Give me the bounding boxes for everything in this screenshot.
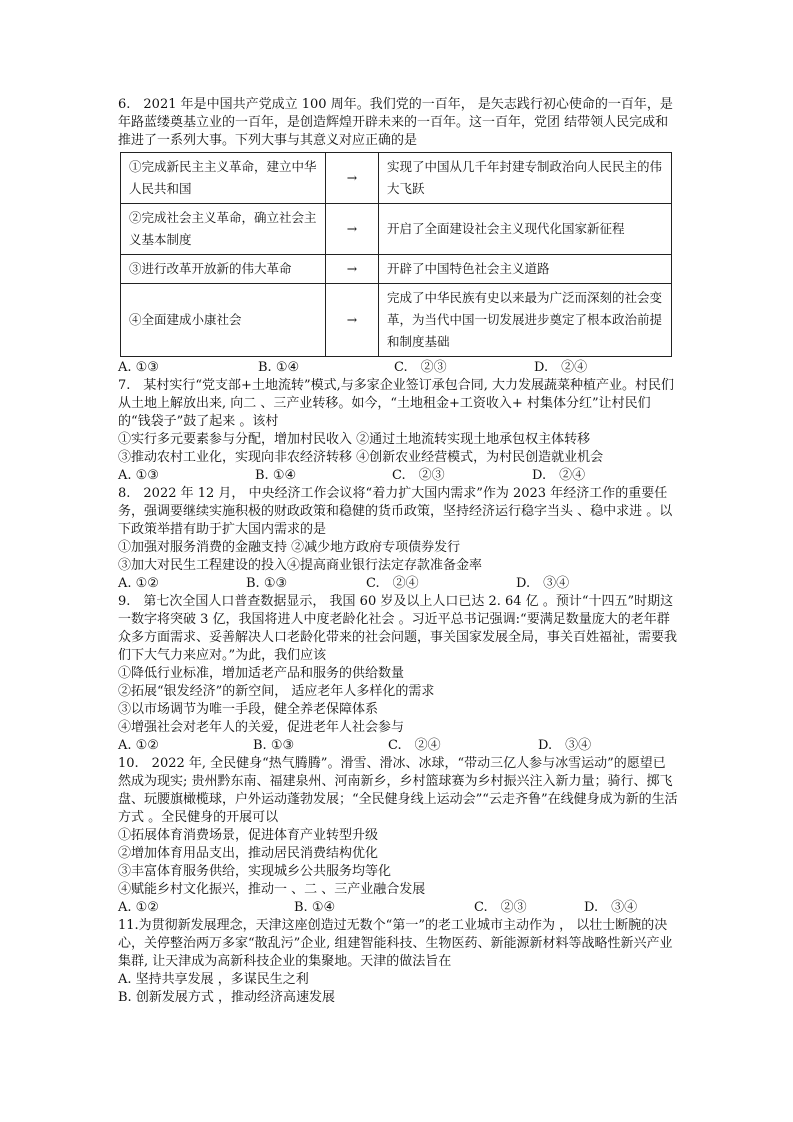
table-row [121,255,672,284]
exam-page [118,96,678,1007]
question-11-stem: 11.为贯彻新发展理念，天津这座创造过无数个“第一”的老工业城市主动作为 ， 以壮士断腕的决心，关停整治两万多家“散乱污”企业, 组建智能科技、生物医药、新能源新材料等战略性新兴产业集群, 让天津成为高新科技企业的集聚地。天津的做法旨在 [118,918,673,969]
statement-item: ①实行多元要素参与分配，增加村民收入 ②通过土地流转实现土地承包权主体转移 [118,432,591,447]
event-cell: ②完成社会主义革命，确立社会主义基本制度 [121,204,326,255]
meaning-cell: 实现了中国从几千年封建专制政治向人民民主的伟大飞跃 [379,153,672,204]
table-row [121,204,672,255]
option-b[interactable]: B. 创新发展方式 ，推动经济高速发展 [118,990,335,1005]
option-c[interactable]: C. ②③ [394,360,447,375]
option-c[interactable]: C. ②③ [392,468,445,483]
arrow-cell: → [326,255,379,284]
question-8-stem: 8. 2022 年 12 月， 中央经济工作会议将“着力扩大国内需求”作为 2023 年经济工作的重要任务，强调要继续实施积极的财政政策和稳健的货币政策，坚持经济运行稳字当头 、稳中求进 。以下政策举措有助于扩大国内需求的是 [118,486,673,537]
option-b[interactable]: B. ①④ [294,900,336,915]
question-8 [118,485,678,593]
statement-item: ④增强社会对老年人的关爱，促进老年人社会参与 [118,720,405,735]
arrow-cell: → [326,204,379,255]
question-10 [118,755,678,917]
statement-item: ③丰富体育服务供给，实现城乡公共服务均等化 [118,864,392,879]
question-6-options [118,359,678,377]
question-7-options [118,467,678,485]
option-b[interactable]: B. ①④ [255,468,297,483]
option-b[interactable]: B. ①④ [258,360,300,375]
event-cell: ①完成新民主主义革命，建立中华人民共和国 [121,153,326,204]
question-8-options [118,575,678,593]
option-a[interactable]: A. 坚持共享发展 ，多谋民生之利 [118,972,309,987]
statement-item: ③以市场调节为唯一手段，健全养老保障体系 [118,702,379,717]
meaning-cell: 开辟了中国特色社会主义道路 [379,255,672,284]
option-c[interactable]: C. ②④ [366,576,419,591]
statement-item: ③推动农村工业化，实现向非农经济转移 ④创新农业经营模式，为村民创造就业机会 [118,450,604,465]
table-row [121,153,672,204]
event-cell: ③进行改革开放新的伟大革命 [121,255,326,284]
option-d[interactable]: D. ②④ [534,360,588,375]
question-6 [118,96,678,377]
question-7 [118,377,678,485]
statement-item: ①加强对服务消费的金融支持 ②减少地方政府专项债券发行 [118,540,461,555]
option-a[interactable]: A. ①② [118,576,159,591]
question-9-stem: 9. 第七次全国人口普查数据显示， 我国 60 岁及以上人口已达 2. 64 亿 。预计“十四五”时期这一数字将突破 3 亿，我国将进人中度老龄化社会 。习近平总书记强调:“要满足数量庞大的老年群众多方面需求、妥善解决人口老龄化带来的社会问题，事关国家发展全局，事关百姓福祉，需要我们下大气力来应对。”为此，我们应该 [118,594,678,663]
statement-item: ③加大对民生工程建设的投入④提高商业银行法定存款准备金率 [118,558,483,573]
arrow-cell: → [326,153,379,204]
statement-item: ①降低行业标准，增加适老产品和服务的供给数量 [118,666,405,681]
meaning-cell: 完成了中华民族有史以来最为广泛而深刻的社会变革，为当代中国一切发展进步奠定了根本政治前提和制度基础 [379,284,672,357]
option-a[interactable]: A. ①③ [118,360,159,375]
statement-item: ②增加体育用品支出，推动居民消费结构优化 [118,846,379,861]
question-9 [118,593,678,755]
option-d[interactable]: D. ③④ [538,738,592,753]
option-c[interactable]: C. ②④ [388,738,441,753]
option-a[interactable]: A. ①③ [118,468,159,483]
option-d[interactable]: D. ③④ [516,576,570,591]
question-6-stem: 6. 2021 年是中国共产党成立 100 周年。我们党的一百年， 是矢志践行初心使命的一百年，是年路蓝缕奠基立业的一百年，是创造辉煌开辟未来的一百年。这一百年，党团 结带领人民完成和推进了一系列大事。下列大事与其意义对应正确的是 [118,97,673,148]
arrow-cell: → [326,284,379,357]
question-10-stem: 10. 2022 年, 全民健身“热气腾腾”。滑雪、滑冰、冰球，“带动三亿人参与冰雪运动”的愿望已然成为现实; 贵州黔东南、福建泉州、河南新乡，乡村篮球赛为乡村振兴注入新力量；骑行、掷飞盘、玩腰旗橄榄球，户外运动蓬勃发展；“全民健身线上运动会”“云走齐鲁”在线健身成为新的生活方式 。全民健身的开展可以 [118,756,678,825]
event-cell: ④全面建成小康社会 [121,284,326,357]
question-11 [118,917,678,1007]
statement-item: ①拓展体育消费场景，促进体育产业转型升级 [118,828,379,843]
question-6-table [120,152,672,357]
option-b[interactable]: B. ①③ [246,576,288,591]
option-c[interactable]: C. ②③ [474,900,527,915]
option-d[interactable]: D. ②④ [532,468,586,483]
option-b[interactable]: B. ①③ [253,738,295,753]
option-a[interactable]: A. ①② [118,738,159,753]
table-row [121,284,672,357]
statement-item: ④赋能乡村文化振兴，推动一 、二 、三产业融合发展 [118,882,426,897]
option-a[interactable]: A. ①② [118,900,159,915]
question-9-options [118,737,678,755]
question-10-options [118,899,678,917]
meaning-cell: 开启了全面建设社会主义现代化国家新征程 [379,204,672,255]
question-7-stem: 7. 某村实行“党支部+土地流转”模式,与多家企业签订承包合同, 大力发展蔬菜种植产业。村民们从土地上解放出来, 向二 、三产业转移。如今，“土地租金+工资收入+ 村集体分红”让村民们的“钱袋子”鼓了起来 。该村 [118,378,674,429]
statement-item: ②拓展“银发经济”的新空间， 适应老年人多样化的需求 [118,684,435,699]
option-d[interactable]: D. ③④ [584,900,638,915]
